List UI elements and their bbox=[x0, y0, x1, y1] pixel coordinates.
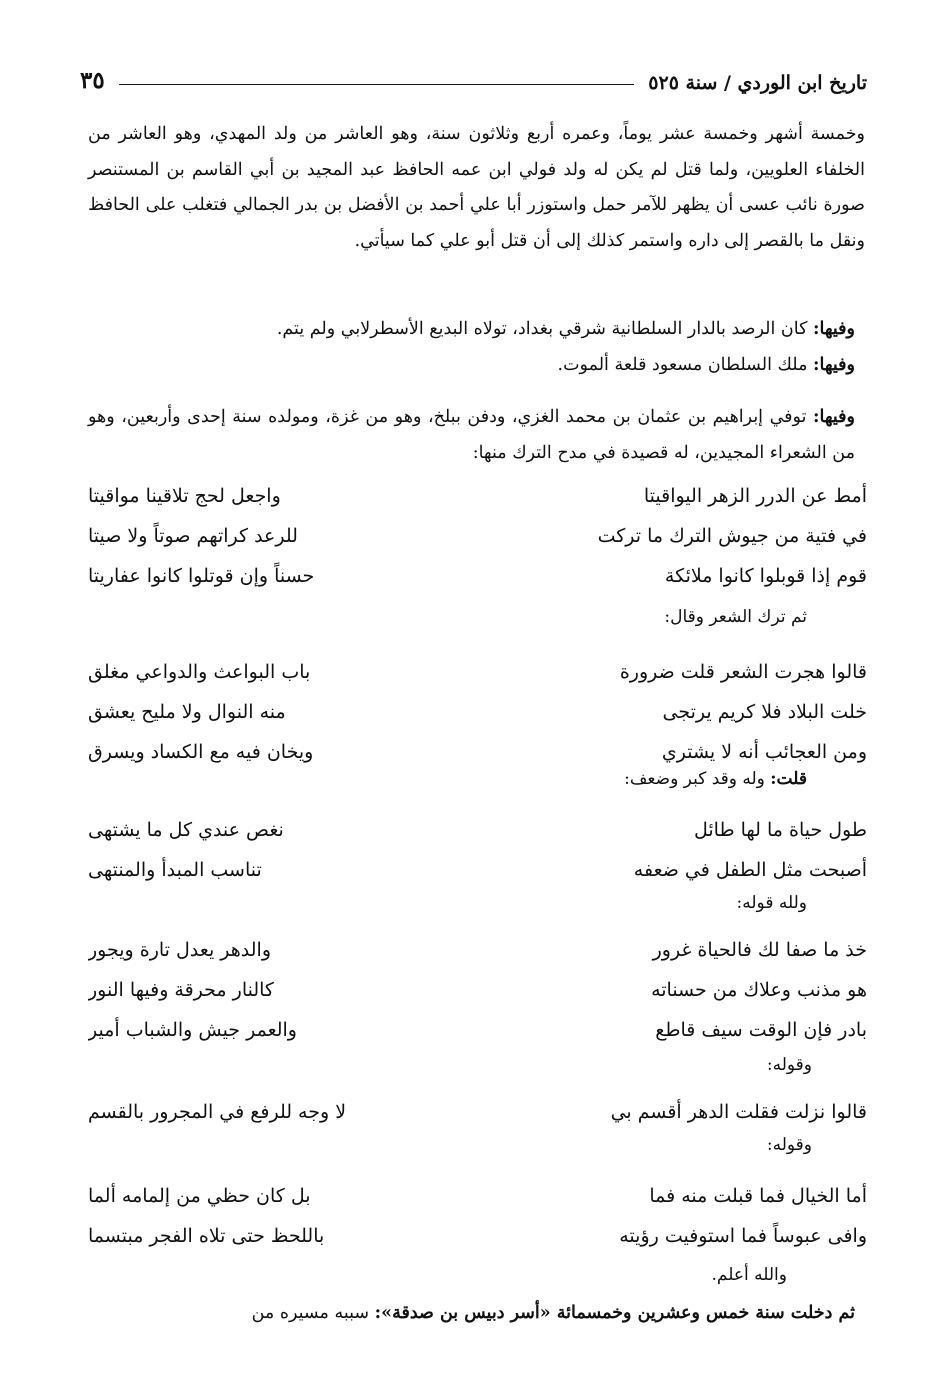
verse-second-hemistich: واجعل لحج تلاقينا مواقيتا bbox=[88, 485, 281, 507]
verse-first-hemistich: في فتية من جيوش الترك ما تركت bbox=[597, 525, 867, 547]
verse-first-hemistich: وافى عبوساً فما استوفيت رؤيته bbox=[619, 1225, 867, 1247]
paragraph-label: وفيها: bbox=[813, 354, 855, 375]
verse-second-hemistich: بل كان حظي من إلمامه ألما bbox=[88, 1185, 311, 1207]
verse bbox=[88, 1010, 867, 1050]
poem-3 bbox=[88, 810, 867, 890]
page-header bbox=[80, 52, 867, 94]
poem-intro: ولله قوله: bbox=[736, 893, 807, 913]
verse bbox=[88, 850, 867, 890]
verse bbox=[88, 1176, 867, 1216]
closing-phrase: والله أعلم. bbox=[711, 1265, 787, 1285]
verse-first-hemistich: هو مذنب وعلاك من حسناته bbox=[651, 979, 867, 1001]
verse-second-hemistich: والعمر جيش والشباب أمير bbox=[88, 1019, 297, 1041]
verse bbox=[88, 476, 867, 516]
paragraph-text: كان الرصد بالدار السلطانية شرقي بغداد، تولاه البديع الأسطرلابي ولم يتم. bbox=[276, 319, 808, 339]
verse-first-hemistich: قالوا نزلت فقلت الدهر أقسم بي bbox=[610, 1101, 867, 1123]
paragraph-text: سببه مسيره من bbox=[251, 1303, 370, 1323]
poem-intro: وقوله: bbox=[766, 1135, 812, 1155]
poem-intro: ثم ترك الشعر وقال: bbox=[664, 607, 807, 627]
page-number: ٣٥ bbox=[80, 67, 105, 94]
paragraph-label: وفيها: bbox=[813, 407, 855, 427]
poem-intro-label: قلت: bbox=[770, 769, 807, 789]
verse-second-hemistich: باب البواعث والدواعي مغلق bbox=[88, 661, 311, 683]
paragraph-text: توفي إبراهيم بن عثمان بن محمد الغزي، ودفن ببلخ، وهو من غزة، ومولده سنة إحدى وأربعين، وهو من الشعراء المجيدين، له قصيدة في مدح الترك منها: bbox=[88, 407, 855, 463]
verse-second-hemistich: كالنار محرقة وفيها النور bbox=[88, 979, 274, 1001]
paragraph-caliph: وخمسة أشهر وخمسة عشر يوماً، وعمره أربع وثلاثون سنة، وهو العاشر من ولد المهدي، وهو العاشر من الخلفاء العلويين، ولما قتل لم يكن له ولد فولي ابن عمه الحافظ عبد المجيد بن أبي القاسم بن المستنصر صورة نائب عسى أن يظهر للآمر حمل واستوزر أبا علي أحمد بن الأفضل بن بدر الجمالي فتغلب على الحافظ ونقل ما بالقصر إلى داره واستمر كذلك إلى أن قتل أبو علي كما سيأتي. bbox=[88, 124, 865, 251]
verse-first-hemistich: خلت البلاد فلا كريم يرتجى bbox=[662, 701, 867, 723]
verse-first-hemistich: أما الخيال فما قبلت منه فما bbox=[649, 1185, 867, 1207]
verse-second-hemistich: باللحظ حتى تلاه الفجر مبتسما bbox=[88, 1225, 325, 1247]
verse bbox=[88, 970, 867, 1010]
verse-first-hemistich: أصبحت مثل الطفل في ضعفه bbox=[633, 859, 867, 881]
verse-second-hemistich: حسناً وإن قوتلوا كانوا عفاريتا bbox=[88, 565, 315, 587]
header-rule bbox=[119, 84, 635, 85]
paragraph-text: ملك السلطان مسعود قلعة ألموت. bbox=[557, 354, 808, 375]
verse bbox=[88, 1216, 867, 1256]
poem-6 bbox=[88, 1176, 867, 1256]
poem-5 bbox=[88, 1092, 867, 1132]
verse-first-hemistich: أمط عن الدرر الزهر اليواقيتا bbox=[643, 485, 867, 507]
verse-second-hemistich: للرعد كراتهم صوتاً ولا صيتا bbox=[88, 525, 298, 547]
verse-second-hemistich: والدهر يعدل تارة ويجور bbox=[88, 939, 271, 961]
paragraph-ghazzi bbox=[88, 400, 865, 471]
verse-first-hemistich: ومن العجائب أنه لا يشتري bbox=[661, 741, 867, 763]
poem-intro-text: وله وقد كبر وضعف: bbox=[624, 769, 765, 789]
verse-first-hemistich: بادر فإن الوقت سيف قاطع bbox=[655, 1019, 867, 1041]
poem-intro: وقوله: bbox=[766, 1055, 812, 1075]
verse-second-hemistich: ويخان فيه مع الكساد ويسرق bbox=[88, 741, 314, 763]
verse-second-hemistich: تناسب المبدأ والمنتهى bbox=[88, 859, 262, 881]
verse-first-hemistich: طول حياة ما لها طائل bbox=[693, 819, 867, 841]
year-heading: ثم دخلت سنة خمس وعشرين وخمسمائة «أسر دبيس بن صدقة»: bbox=[374, 1303, 855, 1323]
paragraph-observatory bbox=[88, 312, 865, 383]
paragraph-year-heading bbox=[88, 1296, 865, 1332]
verse bbox=[88, 516, 867, 556]
verse-second-hemistich: لا وجه للرفع في المجرور بالقسم bbox=[88, 1101, 347, 1123]
poem-intro bbox=[624, 762, 807, 796]
verse-second-hemistich: نغص عندي كل ما يشتهى bbox=[88, 819, 284, 841]
poem-2 bbox=[88, 652, 867, 772]
verse bbox=[88, 930, 867, 970]
verse-second-hemistich: منه النوال ولا مليح يعشق bbox=[88, 701, 286, 723]
verse-first-hemistich: قوم إذا قوبلوا كانوا ملائكة bbox=[664, 565, 867, 587]
poem-4 bbox=[88, 930, 867, 1050]
verse bbox=[88, 810, 867, 850]
verse bbox=[88, 692, 867, 732]
poem-1 bbox=[88, 476, 867, 596]
verse bbox=[88, 652, 867, 692]
running-title: تاريخ ابن الوردي / سنة ٥٢٥ bbox=[648, 72, 867, 94]
verse-first-hemistich: خذ ما صفا لك فالحياة غرور bbox=[652, 939, 867, 961]
verse-first-hemistich: قالوا هجرت الشعر قلت ضرورة bbox=[619, 661, 867, 683]
verse bbox=[88, 556, 867, 596]
paragraph-label: وفيها: bbox=[813, 319, 855, 339]
verse bbox=[88, 1092, 867, 1132]
